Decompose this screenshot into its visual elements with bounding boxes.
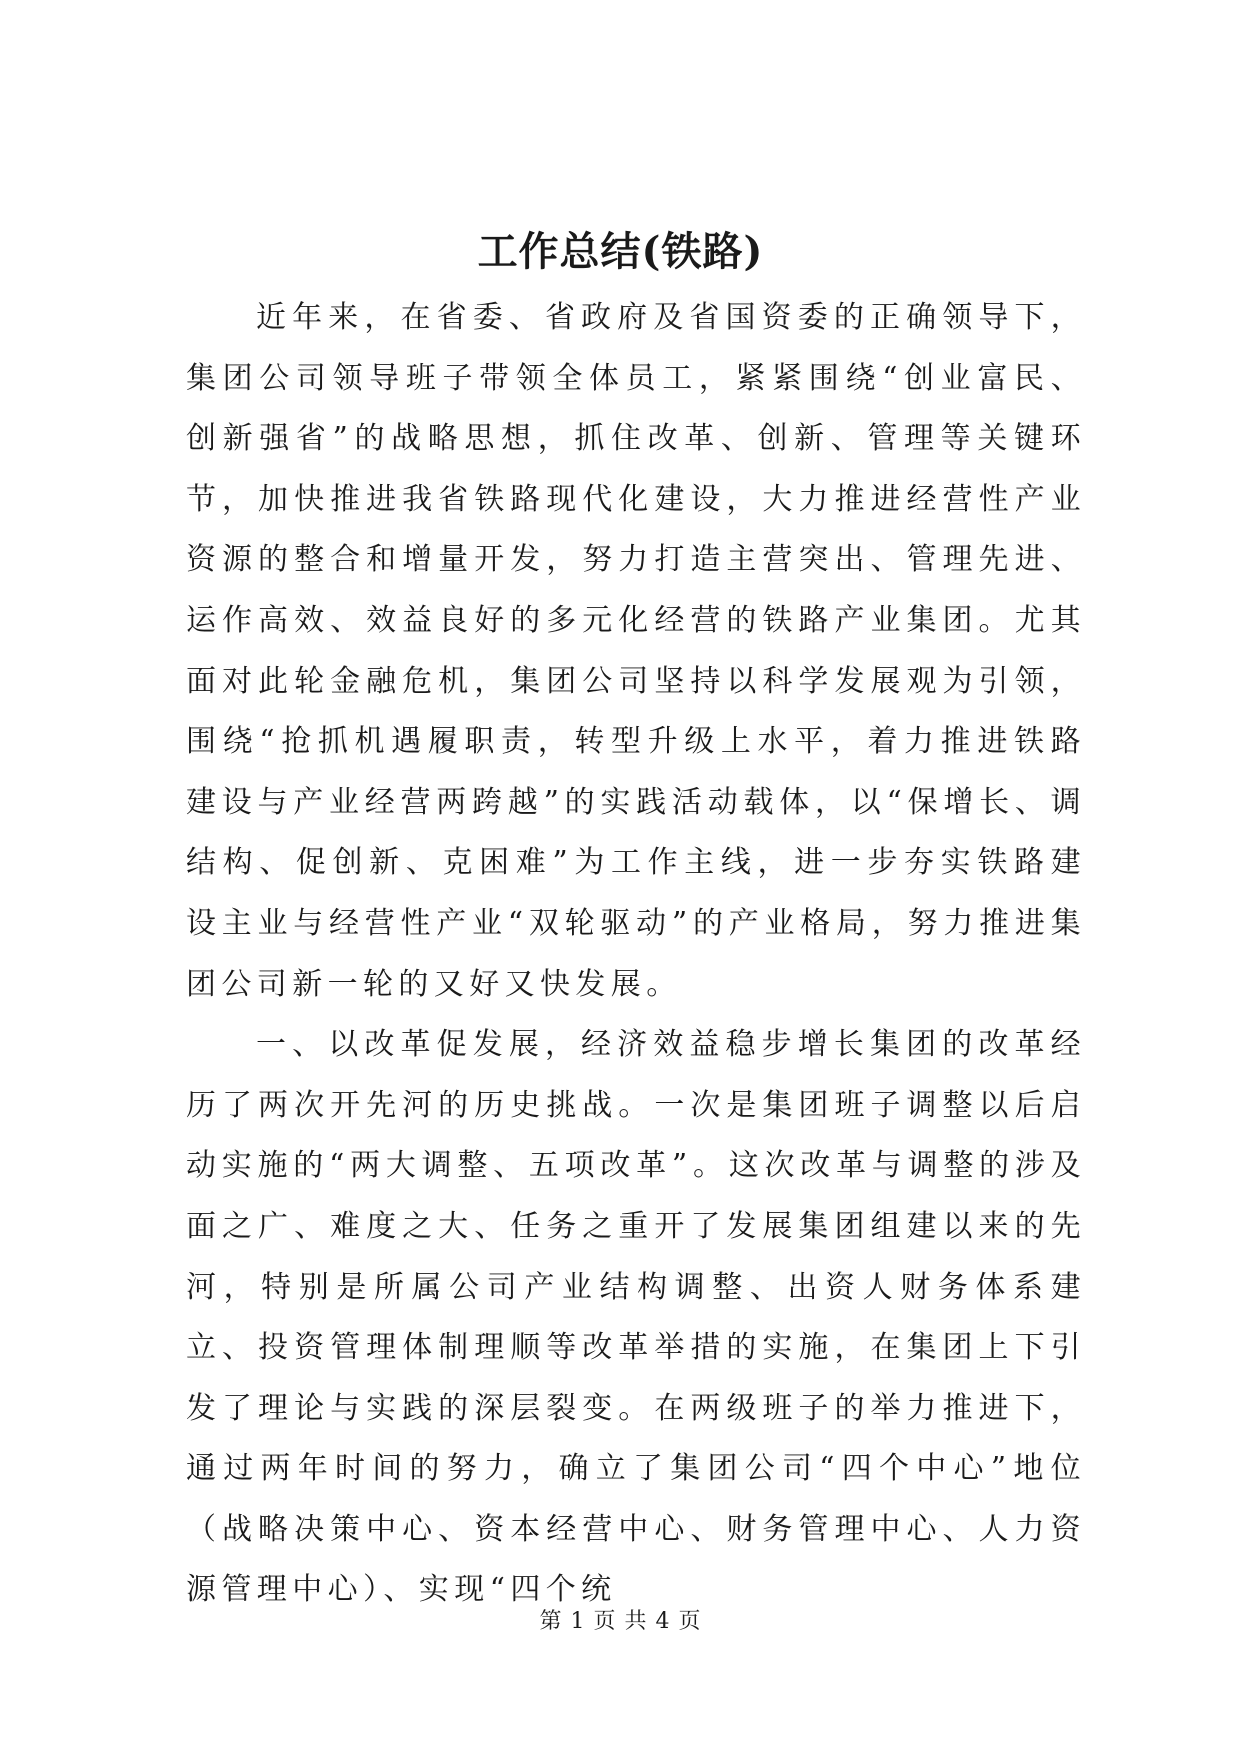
document-title: 工作总结(铁路) bbox=[477, 228, 764, 275]
paragraph-section-one: 一、以改革促发展，经济效益稳步增长集团的改革经历了两次开先河的历史挑战。一次是集团班子调整以后启动实施的“两大调整、五项改革”。这次改革与调整的涉及面之广、难度之大、任务之重开了发展集团组建以来的先河，特别是所属公司产业结构调整、出资人财务体系建立、投资管理体制理顺等改革举措的实施，在集团上下引发了理论与实践的深层裂变。在两级班子的举力推进下，通过两年时间的努力，确立了集团公司“四个中心”地位（战略决策中心、资本经营中心、财务管理中心、人力资源管理中心）、实现“四个统 bbox=[186, 1027, 1086, 1608]
paragraph-intro: 近年来，在省委、省政府及省国资委的正确领导下，集团公司领导班子带领全体员工，紧紧围绕“创业富民、创新强省”的战略思想，抓住改革、创新、管理等关键环节，加快推进我省铁路现代化建设，大力推进经营性产业资源的整合和增量开发，努力打造主营突出、管理先进、运作高效、效益良好的多元化经营的铁路产业集团。尤其面对此轮金融危机，集团公司坚持以科学发展观为引领，围绕“抢抓机遇履职责，转型升级上水平，着力推进铁路建设与产业经营两跨越”的实践活动载体，以“保增长、调结构、促创新、克困难”为工作主线，进一步夯实铁路建设主业与经营性产业“双轮驱动”的产业格局，努力推进集团公司新一轮的又好又快发展。 bbox=[186, 300, 1086, 1002]
page-number-footer: 第 1 页 共 4 页 bbox=[539, 1609, 702, 1634]
document-body bbox=[186, 288, 1086, 1621]
